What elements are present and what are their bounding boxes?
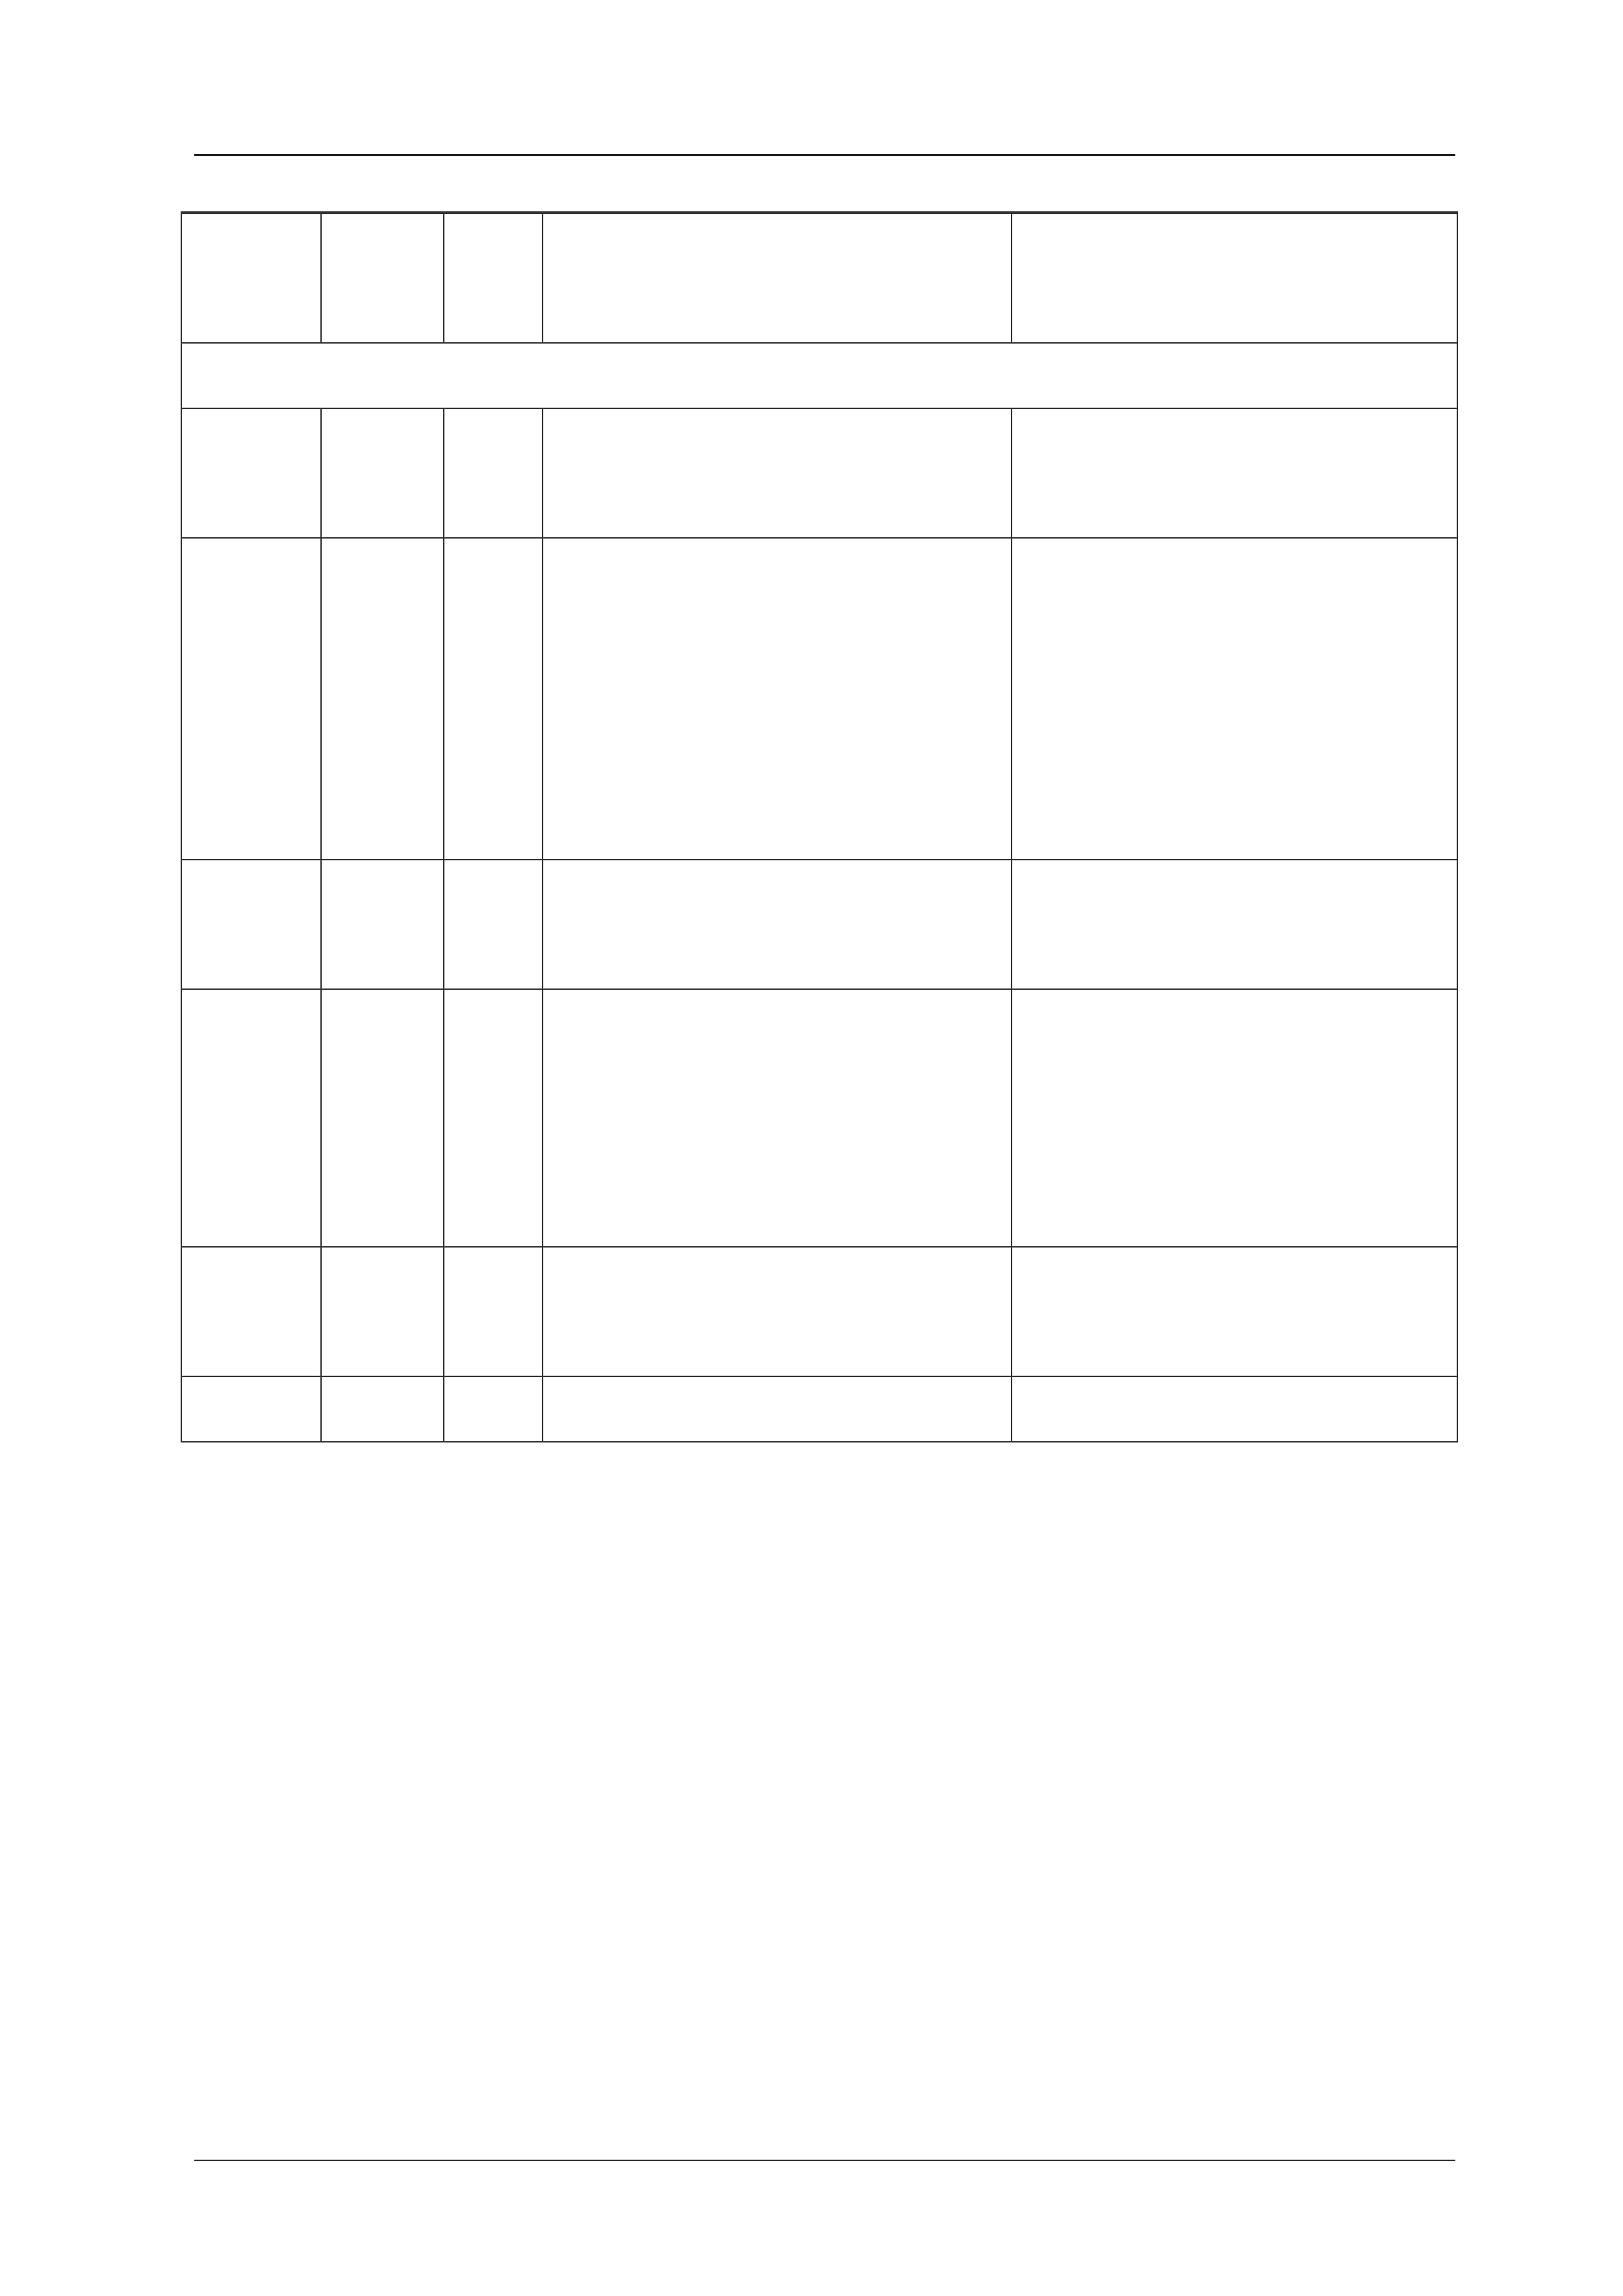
example-line <box>1012 409 1457 473</box>
cmd-length <box>444 538 543 860</box>
cmd-length <box>444 408 543 538</box>
cmd-code <box>321 408 444 538</box>
section-title <box>182 344 1457 408</box>
desc-line <box>543 278 1011 342</box>
desc-line <box>543 1377 1011 1441</box>
desc-cell <box>543 213 1012 343</box>
table-row <box>181 213 1457 343</box>
table-row <box>181 860 1457 989</box>
desc-cell <box>543 1247 1012 1376</box>
desc-line <box>543 409 1011 473</box>
example-line <box>1012 924 1457 988</box>
table-row <box>181 1376 1457 1442</box>
desc-cell <box>543 860 1012 989</box>
example-cell <box>1012 408 1457 538</box>
cmd-code <box>321 989 444 1247</box>
cmd-code <box>321 860 444 989</box>
section-cell <box>181 343 1457 408</box>
example-line <box>1012 214 1457 278</box>
example-line <box>1012 1248 1457 1312</box>
desc-line <box>543 1054 1011 1118</box>
table-row <box>181 989 1457 1247</box>
example-cell <box>1012 860 1457 989</box>
example-line <box>1012 860 1457 924</box>
cmd-name <box>181 1247 321 1376</box>
example-line <box>1012 1312 1457 1376</box>
cmd-name <box>181 408 321 538</box>
desc-line <box>543 1182 1011 1246</box>
desc-line <box>543 795 1011 859</box>
desc-line <box>543 1118 1011 1182</box>
cmd-name <box>181 538 321 860</box>
desc-line <box>543 214 1011 278</box>
desc-line <box>543 473 1011 537</box>
desc-line <box>543 924 1011 988</box>
cmd-length <box>444 1247 543 1376</box>
page-header <box>194 115 1455 156</box>
cmd-name <box>181 213 321 343</box>
example-cell <box>1012 1376 1457 1442</box>
table-row <box>181 408 1457 538</box>
example-cell <box>1012 989 1457 1247</box>
desc-line <box>543 1248 1011 1312</box>
command-table <box>181 211 1458 1442</box>
cmd-code <box>321 1376 444 1442</box>
cmd-code <box>321 538 444 860</box>
cmd-length <box>444 213 543 343</box>
desc-line <box>543 539 1011 603</box>
desc-line <box>543 1312 1011 1376</box>
example-line <box>1012 539 1457 603</box>
cmd-name <box>181 860 321 989</box>
desc-cell <box>543 408 1012 538</box>
example-line <box>1012 278 1457 342</box>
desc-cell <box>543 538 1012 860</box>
section-row <box>181 343 1457 408</box>
desc-cell <box>543 989 1012 1247</box>
cmd-code <box>321 213 444 343</box>
cmd-length <box>444 860 543 989</box>
table-row <box>181 538 1457 860</box>
desc-line <box>543 603 1011 667</box>
example-cell <box>1012 213 1457 343</box>
example-line <box>1012 1377 1457 1441</box>
desc-line <box>543 667 1011 731</box>
cmd-length <box>444 989 543 1247</box>
desc-cell <box>543 1376 1012 1442</box>
desc-line <box>543 731 1011 795</box>
cmd-name <box>181 989 321 1247</box>
table-row <box>181 1247 1457 1376</box>
cmd-code <box>321 1247 444 1376</box>
example-cell <box>1012 538 1457 860</box>
desc-line <box>543 990 1011 1054</box>
example-line <box>1012 990 1457 1054</box>
example-cell <box>1012 1247 1457 1376</box>
desc-line <box>543 860 1011 924</box>
cmd-length <box>444 1376 543 1442</box>
cmd-name <box>181 1376 321 1442</box>
baidu-watermark-icon <box>1152 2103 1534 2239</box>
